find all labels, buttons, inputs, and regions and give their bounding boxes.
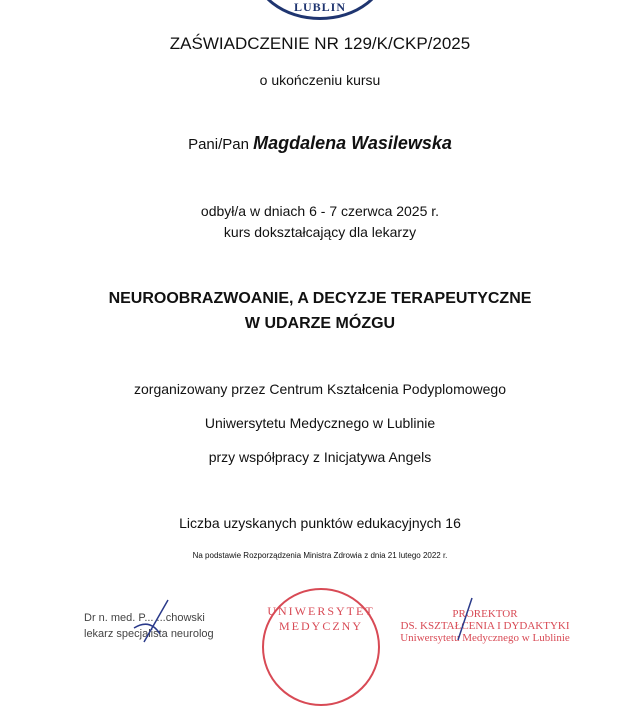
right-signer-role: PROREKTOR — [452, 608, 518, 620]
education-points: Liczba uzyskanych punktów edukacyjnych 16 — [179, 515, 461, 531]
organizer-line1: zorganizowany przez Centrum Kształcenia Podyplomowego — [134, 381, 506, 397]
recipient-prefix: Pani/Pan — [188, 136, 249, 153]
signature-mark-right — [450, 596, 480, 641]
course-title-line1: NEUROOBRAZWOANIE, A DECYZJE TERAPEUTYCZNE — [108, 290, 532, 307]
stamp-text: UNIWERSYTET MEDYCZNY — [267, 604, 375, 633]
legal-basis: Na podstawie Rozporządzenia Ministra Zdrowia z dnia 21 lutego 2022 r. — [192, 551, 448, 560]
course-title-line2: W UDARZE MÓZGU — [244, 315, 396, 332]
university-stamp — [262, 588, 380, 706]
left-signer-title: lekarz specjalista neurolog — [84, 628, 214, 640]
certificate-title: ZAŚWIADCZENIE NR 129/K/CKP/2025 — [169, 34, 471, 53]
university-seal — [252, 0, 388, 20]
organizer-line2: Uniwersytetu Medycznego w Lublinie — [204, 415, 436, 431]
right-signer-dept: DS. KSZTAŁCENIA I DYDAKTYKI — [400, 620, 570, 632]
left-signer-name: Dr n. med. P... ...chowski — [84, 612, 205, 624]
seal-text: LUBLIN — [293, 0, 346, 14]
recipient-name: Magdalena Wasilewska — [253, 133, 452, 153]
organizer-line3: przy współpracy z Inicjatywa Angels — [208, 449, 432, 465]
right-signer-university: Uniwersytetu Medycznego w Lublinie — [400, 632, 570, 644]
signature-mark-left — [130, 598, 180, 643]
course-dates: odbył/a w dniach 6 - 7 czerwca 2025 r. — [200, 203, 440, 219]
certificate-subtitle: o ukończeniu kursu — [259, 72, 381, 88]
recipient — [0, 133, 640, 154]
course-type: kurs dokształcający dla lekarzy — [223, 224, 417, 240]
right-signature-block — [395, 608, 575, 644]
